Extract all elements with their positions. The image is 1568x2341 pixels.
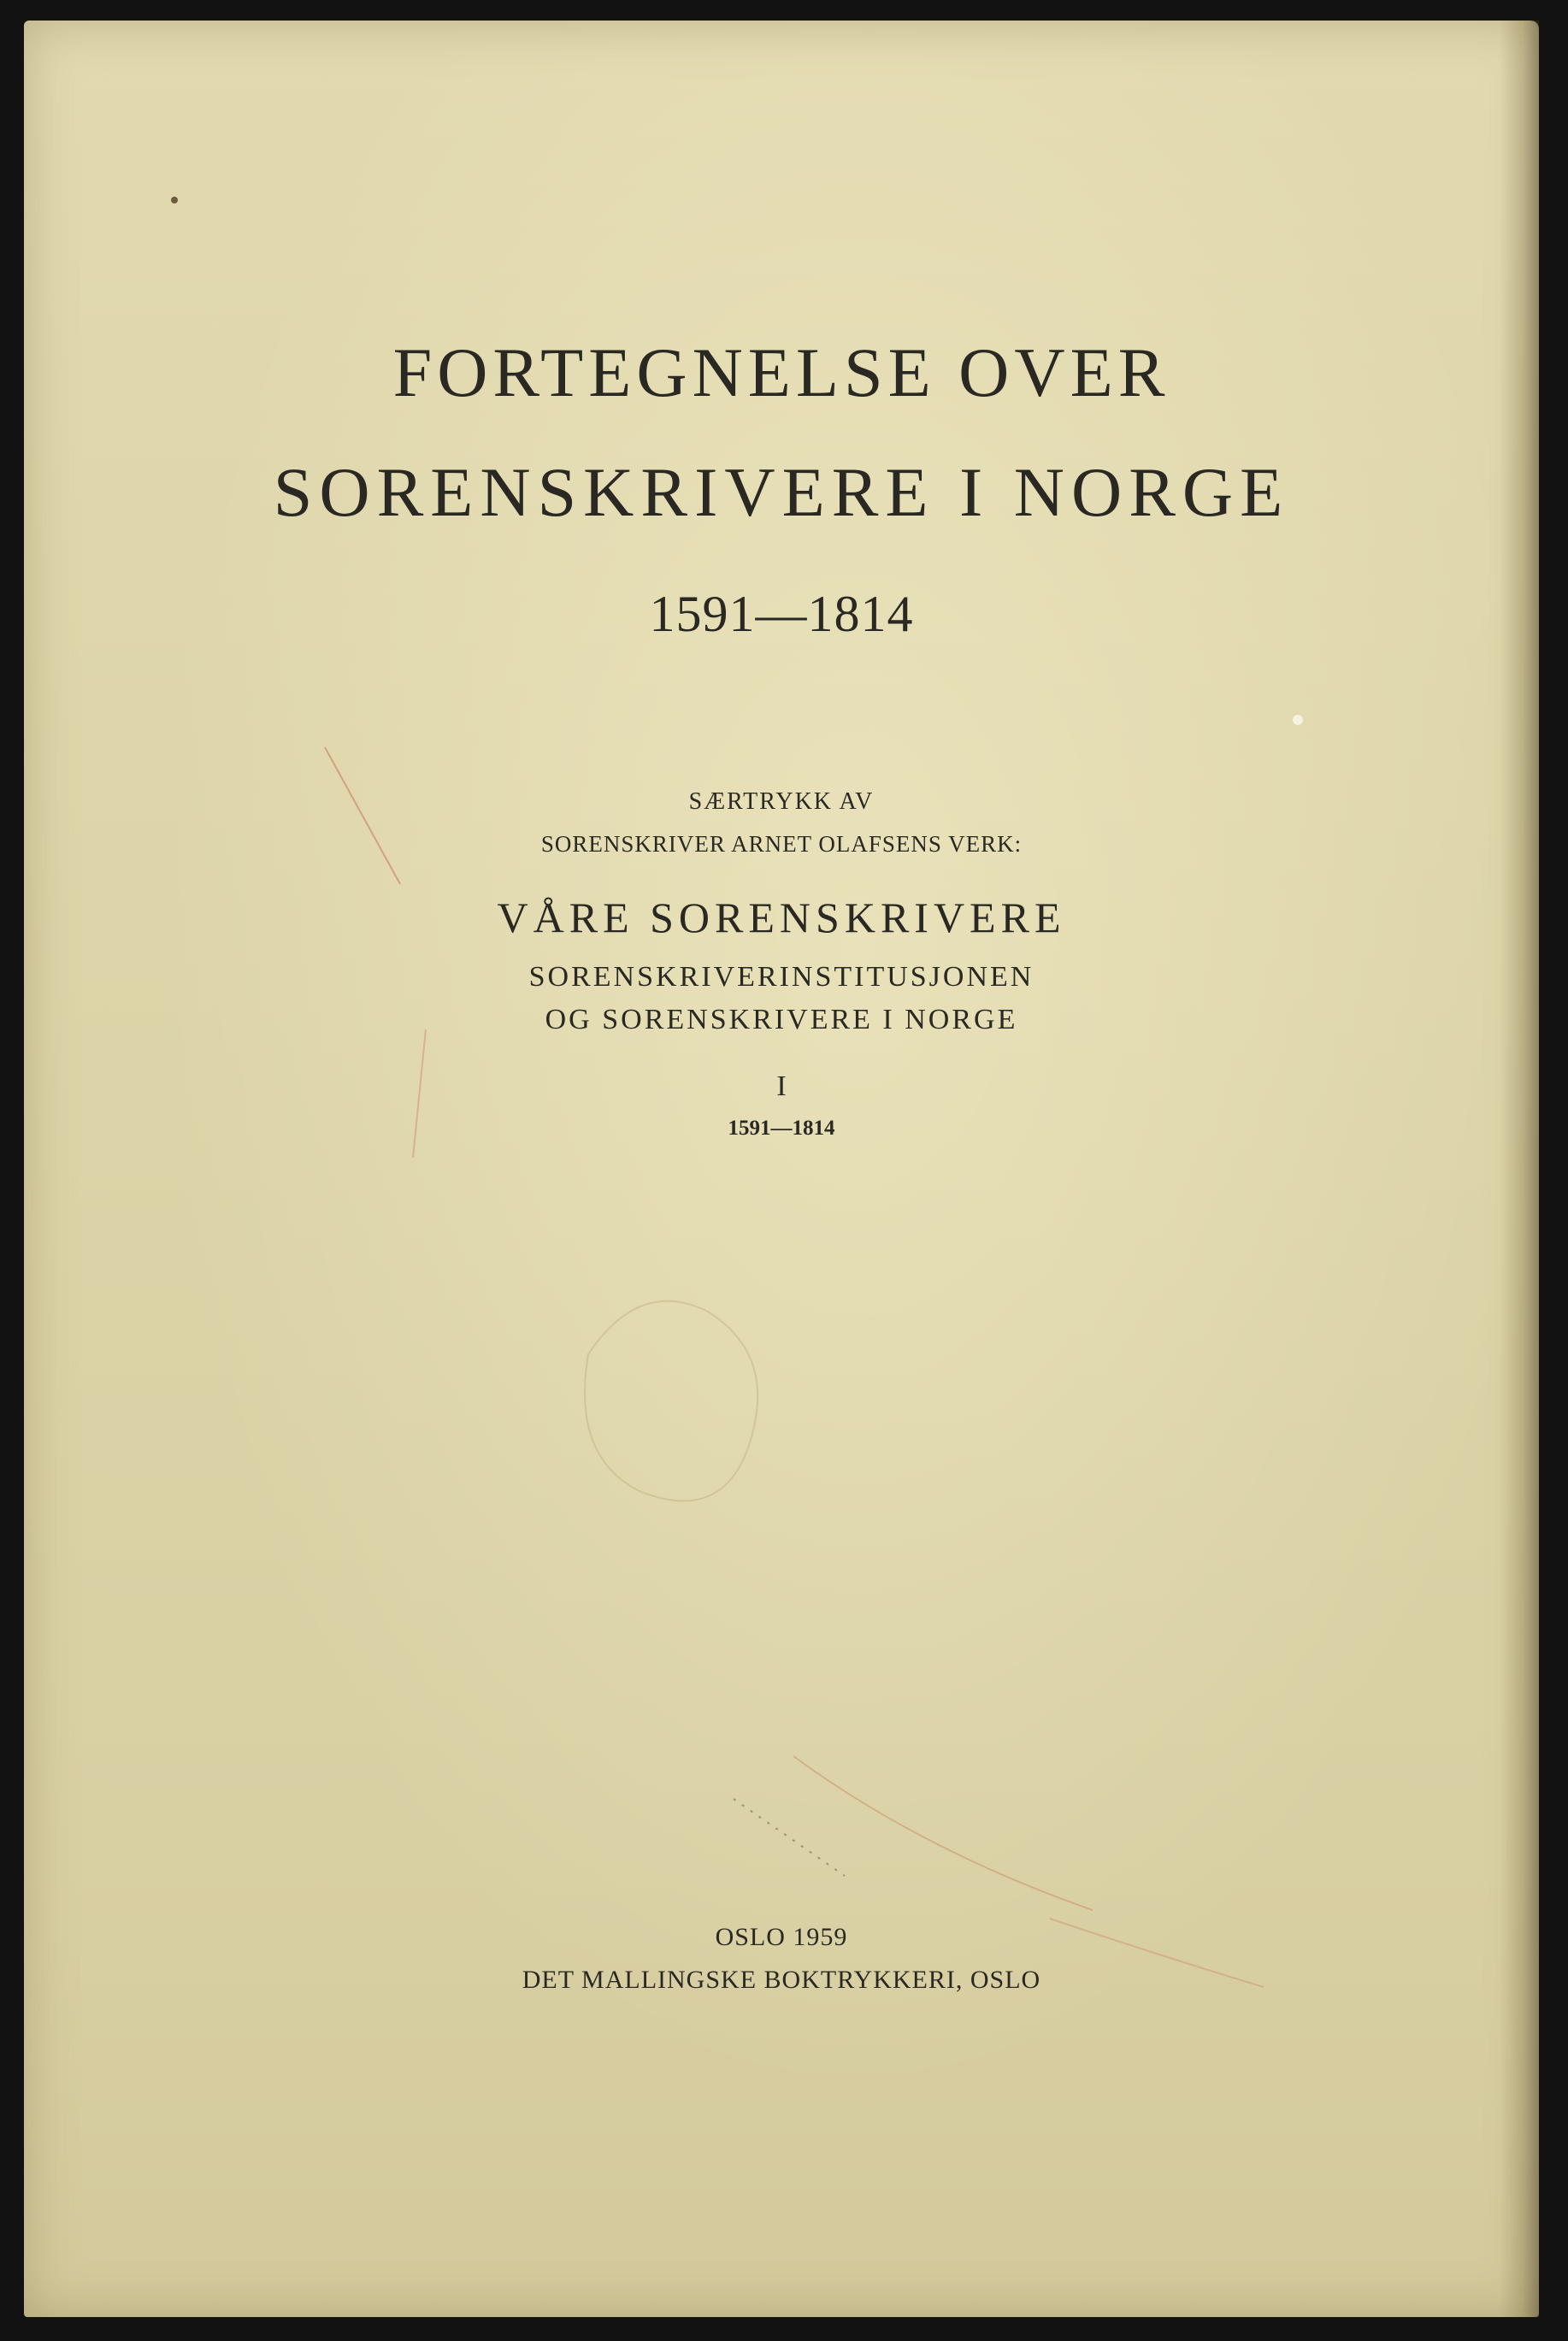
faint-stain xyxy=(585,1301,757,1501)
book-cover xyxy=(24,21,1539,2317)
work-title: VÅRE SORENSKRIVERE xyxy=(497,893,1066,941)
red-pencil-mark-left xyxy=(325,747,400,884)
imprint-publisher: DET MALLINGSKE BOKTRYKKERI, OSLO xyxy=(522,1966,1041,1994)
cover-title-line-1: FORTEGNELSE OVER xyxy=(392,333,1170,411)
source-note: SORENSKRIVER ARNET OLAFSENS VERK: xyxy=(540,831,1023,857)
red-pencil-mark-bottom xyxy=(793,1756,1093,1910)
cover-title-line-2: SORENSKRIVERE I NORGE xyxy=(273,453,1290,531)
volume-years: 1591—1814 xyxy=(728,1117,835,1140)
pencil-dots xyxy=(734,1799,845,1876)
cover-years: 1591—1814 xyxy=(649,586,914,642)
work-subtitle-line-1: SORENSKRIVERINSTITUSJONEN xyxy=(528,961,1035,993)
reprint-note: SÆRTRYKK AV xyxy=(688,788,875,815)
work-subtitle-line-2: OG SORENSKRIVERE I NORGE xyxy=(545,1004,1018,1035)
paper-speck xyxy=(1293,715,1303,725)
volume-number: I xyxy=(776,1070,787,1102)
ink-dot xyxy=(171,197,178,203)
imprint-place-year: OSLO 1959 xyxy=(715,1923,848,1951)
